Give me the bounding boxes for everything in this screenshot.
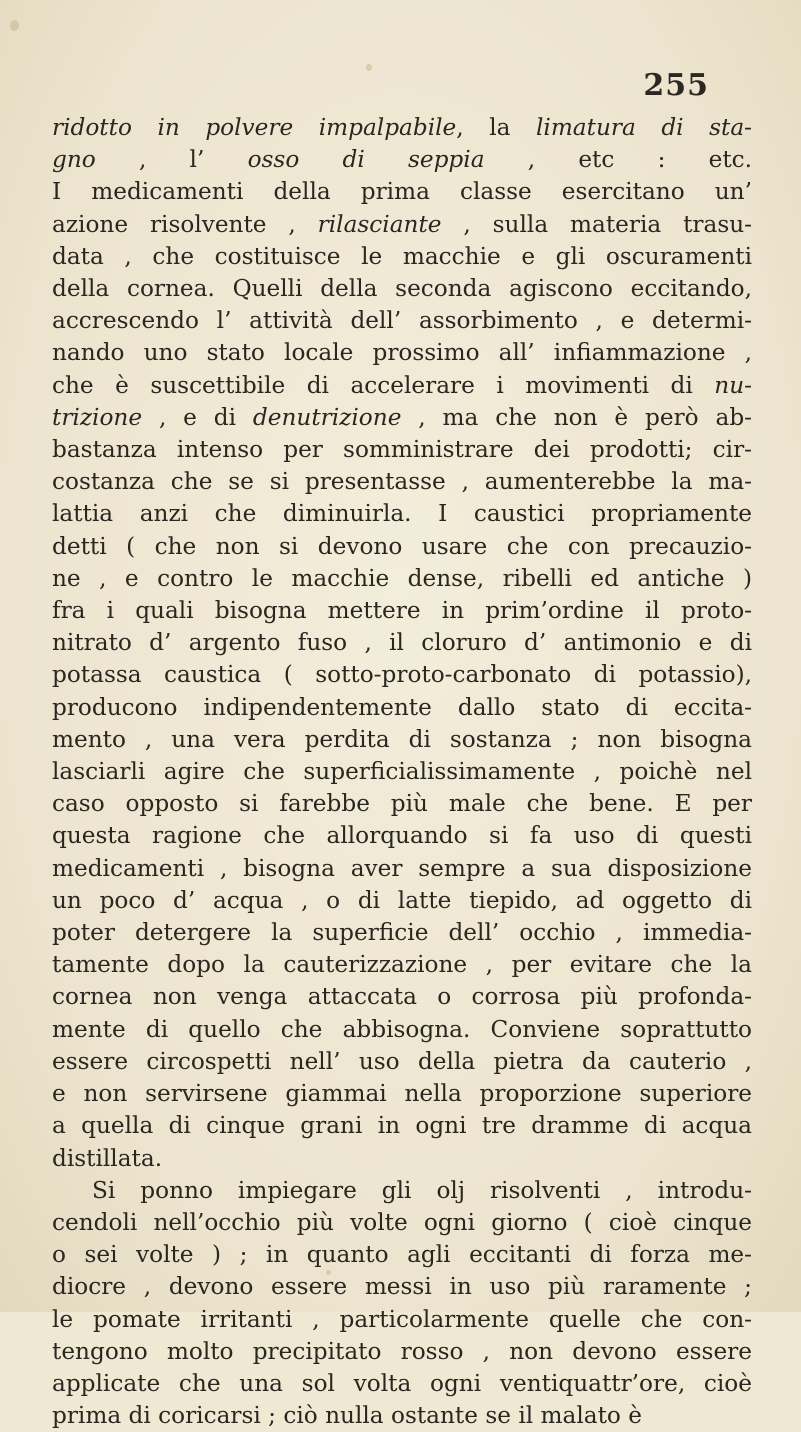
text-line <box>52 1078 752 1110</box>
body-text <box>52 112 752 1432</box>
text-line <box>52 1014 752 1046</box>
text-line <box>52 112 752 144</box>
text-run: distillata. <box>52 1144 163 1172</box>
paper-speck <box>366 64 372 71</box>
text-run: le pomate irritanti , particolarmente quelle che con- <box>52 1305 752 1333</box>
text-run: nitrato d’ argento fuso , il cloruro d’ antimonio e di <box>52 629 752 657</box>
text-run: e non servirsene giammai nella proporzione superiore <box>52 1080 752 1108</box>
text-run: medicamenti , bisogna aver sempre a sua disposizione <box>52 854 752 882</box>
text-line <box>52 563 752 595</box>
italic-text: gno <box>52 146 96 174</box>
text-line <box>52 981 752 1013</box>
text-line <box>52 1175 752 1207</box>
italic-text: limatura di sta- <box>535 114 753 141</box>
text-run: fra i quali bisogna mettere in prim’ordine il proto- <box>52 597 752 625</box>
text-run: della cornea. Quelli della seconda agiscono eccitando, <box>52 275 752 303</box>
paragraph <box>52 1175 752 1432</box>
text-line <box>52 305 752 337</box>
italic-text: ridotto in polvere impalpabile <box>52 114 457 141</box>
text-line <box>52 1207 752 1239</box>
italic-text: osso di seppia <box>247 146 485 174</box>
text-line <box>52 1143 752 1175</box>
text-run: o sei volte ) ; in quanto agli eccitanti di forza me- <box>52 1241 752 1269</box>
text-run: mente di quello che abbisogna. Conviene soprattutto <box>52 1015 752 1043</box>
text-line <box>52 176 752 208</box>
text-run: accrescendo l’ attività dell’ assorbimento , e determi- <box>52 307 752 335</box>
text-line <box>52 466 752 498</box>
italic-text: nu- <box>714 371 752 399</box>
text-run: costanza che se si presentasse , aumenterebbe la ma- <box>52 468 752 496</box>
text-line <box>52 337 752 369</box>
text-run: producono indipendentemente dallo stato di eccita- <box>52 693 752 721</box>
text-line <box>52 1336 752 1368</box>
text-run: detti ( che non si devono usare che con precauzio- <box>52 532 752 560</box>
text-run: che è suscettibile di accelerare i movimenti di <box>52 371 715 399</box>
text-line <box>52 949 752 981</box>
text-run: azione risolvente , <box>52 210 318 238</box>
text-run: diocre , devono essere messi in uso più raramente ; <box>52 1273 752 1301</box>
text-line <box>52 209 752 241</box>
text-run: , etc : etc. <box>484 146 752 174</box>
text-line <box>52 273 752 305</box>
text-run: ne , e contro le macchie dense, ribelli ed antiche ) <box>52 564 752 592</box>
text-run: un poco d’ acqua , o di latte tiepido, ad oggetto di <box>52 886 752 914</box>
text-line <box>52 692 752 724</box>
text-run: cendoli nell’occhio più volte ogni giorno ( cioè cinque <box>52 1208 752 1236</box>
text-line <box>52 144 752 176</box>
text-run: , ma che non è però ab- <box>401 403 752 431</box>
text-run: , la <box>456 114 536 141</box>
page-number: 255 <box>643 68 709 103</box>
text-run: poter detergere la superficie dell’ occhio , immedia- <box>52 919 752 947</box>
text-run: prima di coricarsi ; ciò nulla ostante se il malato è <box>52 1402 642 1430</box>
text-run: data , che costituisce le macchie e gli oscuramenti <box>52 242 752 270</box>
text-run: essere circospetti nell’ uso della pietra da cauterio , <box>52 1047 752 1075</box>
text-run: , sulla materia trasu- <box>441 210 752 238</box>
text-run: tengono molto precipitato rosso , non devono essere <box>52 1337 752 1365</box>
text-run: tamente dopo la cauterizzazione , per evitare che la <box>52 951 752 979</box>
text-line <box>52 788 752 820</box>
text-line <box>52 1368 752 1400</box>
text-run: cornea non venga attaccata o corrosa più profonda- <box>52 983 752 1011</box>
text-line <box>52 1239 752 1271</box>
text-line <box>52 531 752 563</box>
text-line <box>52 370 752 402</box>
text-line <box>52 1400 752 1432</box>
text-line <box>52 595 752 627</box>
text-run: lasciarli agire che superficialissimamente , poichè nel <box>52 758 752 786</box>
text-line <box>52 917 752 949</box>
text-line <box>52 659 752 691</box>
text-line <box>52 402 752 434</box>
text-line <box>52 724 752 756</box>
text-run: caso opposto si farebbe più male che bene. E per <box>52 790 752 818</box>
text-run: applicate che una sol volta ogni ventiquattr’ore, cioè <box>52 1369 752 1397</box>
text-run: a quella di cinque grani in ogni tre dramme di acqua <box>52 1112 752 1140</box>
text-line <box>52 434 752 466</box>
text-run: , e di <box>142 403 253 431</box>
text-line <box>52 820 752 852</box>
text-line <box>52 756 752 788</box>
italic-text: rilasciante <box>317 210 442 238</box>
text-run: Si ponno impiegare gli olj risolventi , introdu- <box>92 1176 752 1204</box>
text-line <box>52 627 752 659</box>
text-run: nando uno stato locale prossimo all’ infiammazione , <box>52 339 752 367</box>
text-run: I medicamenti della prima classe esercitano un’ <box>52 178 752 206</box>
text-line <box>52 885 752 917</box>
text-run: bastanza intenso per somministrare dei prodotti; cir- <box>52 436 752 464</box>
text-line <box>52 241 752 273</box>
text-run: questa ragione che allorquando si fa uso di questi <box>52 822 752 850</box>
text-line <box>52 1110 752 1142</box>
paper-speck <box>10 20 19 31</box>
text-run: mento , una vera perdita di sostanza ; non bisogna <box>52 725 752 753</box>
text-line <box>52 1046 752 1078</box>
italic-text: denutrizione <box>252 403 402 431</box>
text-run: , l’ <box>95 146 248 174</box>
text-line <box>52 1304 752 1336</box>
text-line <box>52 853 752 885</box>
text-run: lattia anzi che diminuirla. I caustici propriamente <box>52 500 752 528</box>
text-line <box>52 1271 752 1303</box>
paragraph <box>52 112 752 1175</box>
text-run: potassa caustica ( sotto-proto-carbonato di potassio), <box>52 661 752 689</box>
text-line <box>52 498 752 530</box>
italic-text: trizione <box>52 403 143 431</box>
